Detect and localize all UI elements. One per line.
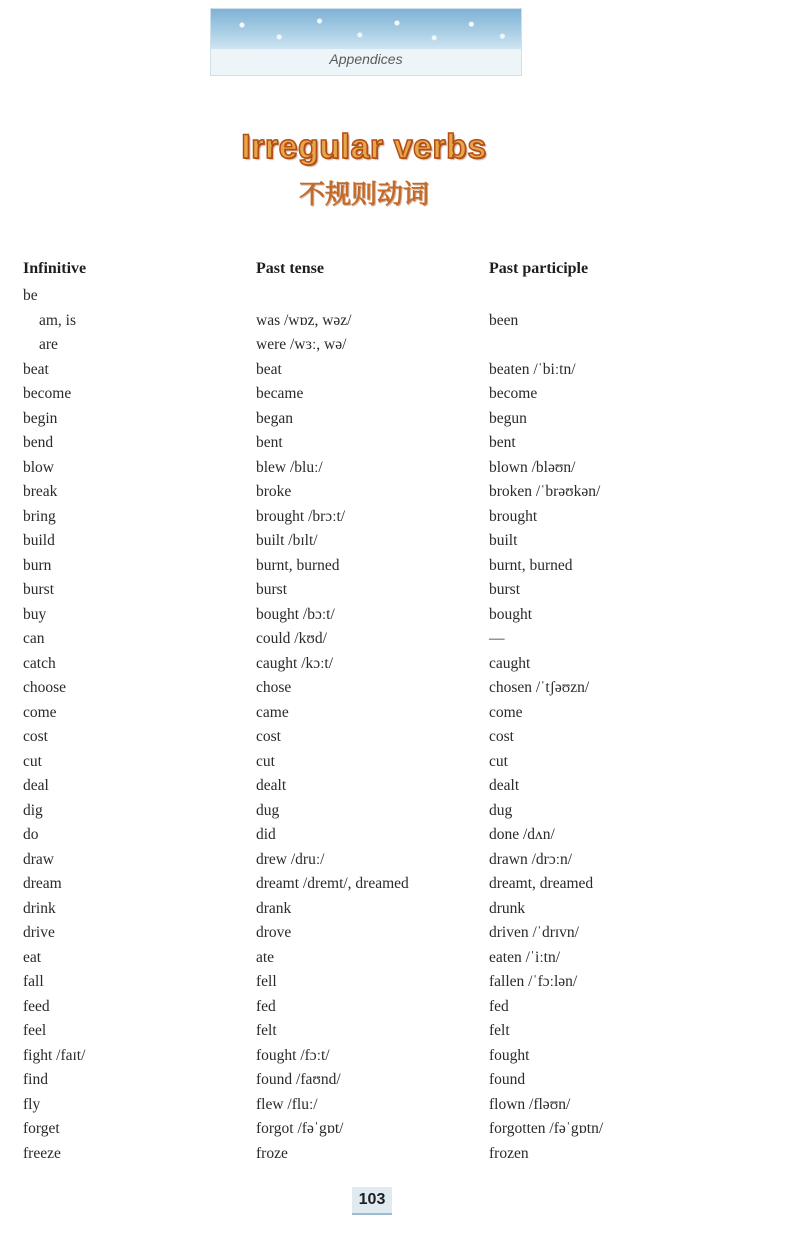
past-participle-cell: frozen [489, 1144, 529, 1162]
past-participle-cell: been [489, 311, 519, 329]
past-participle-cell: found [489, 1071, 526, 1088]
past-tense-cell: flew /fluː/ [256, 1095, 318, 1113]
infinitive-cell: forget [23, 1120, 60, 1137]
infinitive-cell: buy [23, 605, 47, 623]
table-row [0, 971, 800, 996]
infinitive-cell: break [23, 483, 58, 500]
past-tense-cell: cost [256, 728, 281, 745]
infinitive-cell: fly [23, 1095, 41, 1113]
past-tense-cell: brought /brɔːt/ [256, 507, 346, 525]
past-tense-cell: was /wɒz, wəz/ [256, 311, 352, 329]
infinitive-cell: fall [23, 973, 44, 990]
column-header-past-participle: Past participle [489, 260, 589, 277]
table-row [0, 506, 800, 531]
table-row [0, 751, 800, 776]
infinitive-cell: burn [23, 556, 52, 574]
past-participle-cell: drunk [489, 899, 526, 917]
table-row [0, 702, 800, 727]
table-row [0, 579, 800, 604]
infinitive-cell: burst [23, 581, 54, 598]
past-participle-cell: burst [489, 581, 520, 598]
table-row [0, 359, 800, 384]
past-participle-cell: driven /ˈdrɪvn/ [489, 924, 579, 941]
table-row [0, 285, 800, 310]
past-participle-cell: bent [489, 434, 516, 451]
table-row [0, 1045, 800, 1070]
infinitive-cell: build [23, 532, 55, 549]
infinitive-cell: can [23, 630, 45, 647]
table-row [0, 310, 800, 335]
infinitive-cell: freeze [23, 1144, 61, 1162]
infinitive-cell: dream [23, 875, 62, 892]
past-tense-cell: burnt, burned [256, 556, 340, 574]
past-participle-cell: dealt [489, 777, 520, 794]
past-participle-cell: blown /bləʊn/ [489, 458, 576, 476]
table-row [0, 800, 800, 825]
table-row [0, 1069, 800, 1094]
infinitive-cell: cost [23, 728, 48, 745]
table-row [0, 334, 800, 359]
past-tense-cell: came [256, 703, 289, 721]
infinitive-cell: drink [23, 899, 56, 917]
past-tense-cell: fought /fɔːt/ [256, 1046, 330, 1064]
table-row [0, 677, 800, 702]
table-row [0, 996, 800, 1021]
infinitive-cell: am, is [39, 311, 77, 329]
past-participle-cell: flown /fləʊn/ [489, 1095, 571, 1113]
past-tense-cell: fell [256, 973, 277, 990]
infinitive-cell: drive [23, 924, 55, 941]
table-row [0, 726, 800, 751]
past-participle-cell: fed [489, 997, 509, 1015]
table-row [0, 1094, 800, 1119]
infinitive-cell: be [23, 287, 38, 304]
past-participle-cell: dreamt, dreamed [489, 875, 594, 892]
infinitive-cell: begin [23, 409, 58, 427]
infinitive-cell: bend [23, 434, 54, 451]
infinitive-cell: feed [23, 997, 50, 1015]
table-row [0, 922, 800, 947]
past-participle-cell: bought [489, 605, 533, 623]
table-row [0, 383, 800, 408]
table-row [0, 898, 800, 923]
past-tense-cell: drank [256, 899, 292, 917]
table-row [0, 604, 800, 629]
infinitive-cell: choose [23, 679, 67, 696]
past-participle-cell: come [489, 703, 523, 721]
past-participle-cell: brought [489, 507, 538, 525]
past-tense-cell: fed [256, 997, 276, 1015]
infinitive-cell: do [23, 826, 39, 843]
past-tense-cell: found /faʊnd/ [256, 1071, 341, 1088]
table-row [0, 555, 800, 580]
table-row [0, 1020, 800, 1045]
table-row [0, 457, 800, 482]
page-title-chinese: 不规则动词 [298, 180, 429, 210]
table-row [0, 628, 800, 653]
table-row [0, 408, 800, 433]
table-row [0, 849, 800, 874]
past-participle-cell: forgotten /fəˈgɒtn/ [489, 1120, 604, 1137]
past-participle-cell: broken /ˈbrəʊkən/ [489, 483, 601, 500]
past-participle-cell: begun [489, 409, 527, 427]
past-participle-cell: built [489, 532, 518, 549]
past-tense-cell: drew /druː/ [256, 850, 325, 868]
table-row [0, 873, 800, 898]
table-row [0, 947, 800, 972]
past-tense-cell: forgot /fəˈgɒt/ [256, 1120, 344, 1137]
past-tense-cell: froze [256, 1144, 288, 1162]
past-tense-cell: felt [256, 1022, 277, 1039]
page-title: Irregular verbs [241, 128, 487, 166]
past-tense-cell: dealt [256, 777, 287, 794]
verb-table [0, 285, 800, 1167]
past-participle-cell: dug [489, 801, 513, 819]
table-row [0, 1118, 800, 1143]
past-tense-cell: could /kʊd/ [256, 630, 327, 647]
past-tense-cell: bent [256, 434, 283, 451]
past-tense-cell: became [256, 385, 304, 402]
infinitive-cell: deal [23, 777, 49, 794]
past-tense-cell: built /bɪlt/ [256, 532, 318, 549]
infinitive-cell: draw [23, 850, 54, 868]
past-tense-cell: beat [256, 360, 282, 378]
column-header-past-tense: Past tense [256, 260, 324, 277]
past-tense-cell: drove [256, 924, 292, 941]
past-participle-cell: eaten /ˈiːtn/ [489, 948, 561, 966]
infinitive-cell: come [23, 703, 57, 721]
past-participle-cell: burnt, burned [489, 556, 573, 574]
infinitive-cell: eat [23, 948, 42, 966]
infinitive-cell: become [23, 385, 72, 402]
table-row [0, 824, 800, 849]
past-participle-cell: cut [489, 752, 508, 770]
infinitive-cell: feel [23, 1022, 47, 1039]
past-tense-cell: bought /bɔːt/ [256, 605, 335, 623]
past-participle-cell: drawn /drɔːn/ [489, 850, 573, 868]
infinitive-cell: bring [23, 507, 56, 525]
infinitive-cell: are [39, 336, 58, 353]
table-row [0, 775, 800, 800]
past-participle-cell: caught [489, 654, 531, 672]
infinitive-cell: blow [23, 458, 54, 476]
table-row [0, 530, 800, 555]
past-tense-cell: dreamt /dremt/, dreamed [256, 875, 409, 892]
page-number: 103 [352, 1187, 392, 1215]
past-tense-cell: burst [256, 581, 287, 598]
appendices-header-band [210, 8, 522, 76]
past-tense-cell: did [256, 826, 276, 843]
column-header-infinitive: Infinitive [23, 260, 87, 277]
table-row [0, 653, 800, 678]
past-tense-cell: ate [256, 948, 275, 966]
past-tense-cell: were /wɜː, wə/ [256, 336, 347, 353]
section-label: Appendices [329, 51, 403, 67]
past-participle-cell: beaten /ˈbiːtn/ [489, 360, 576, 378]
infinitive-cell: fight /faɪt/ [23, 1046, 86, 1064]
past-participle-cell: — [489, 630, 505, 647]
past-tense-cell: chose [256, 679, 292, 696]
infinitive-cell: cut [23, 752, 42, 770]
past-participle-cell: done /dʌn/ [489, 826, 555, 843]
infinitive-cell: beat [23, 360, 49, 378]
past-tense-cell: blew /bluː/ [256, 458, 323, 476]
table-row [0, 432, 800, 457]
infinitive-cell: find [23, 1071, 48, 1088]
past-tense-cell: dug [256, 801, 280, 819]
past-tense-cell: began [256, 409, 294, 427]
past-participle-cell: fought [489, 1046, 530, 1064]
past-tense-cell: broke [256, 483, 292, 500]
past-tense-cell: cut [256, 752, 275, 770]
past-tense-cell: caught /kɔːt/ [256, 654, 334, 672]
table-row [0, 1143, 800, 1168]
past-participle-cell: fallen /ˈfɔːlən/ [489, 973, 578, 990]
infinitive-cell: catch [23, 654, 56, 672]
table-row [0, 481, 800, 506]
past-participle-cell: felt [489, 1022, 510, 1039]
past-participle-cell: chosen /ˈtʃəʊzn/ [489, 679, 590, 696]
header-sky-image [211, 9, 521, 49]
past-participle-cell: become [489, 385, 538, 402]
infinitive-cell: dig [23, 801, 43, 819]
past-participle-cell: cost [489, 728, 514, 745]
